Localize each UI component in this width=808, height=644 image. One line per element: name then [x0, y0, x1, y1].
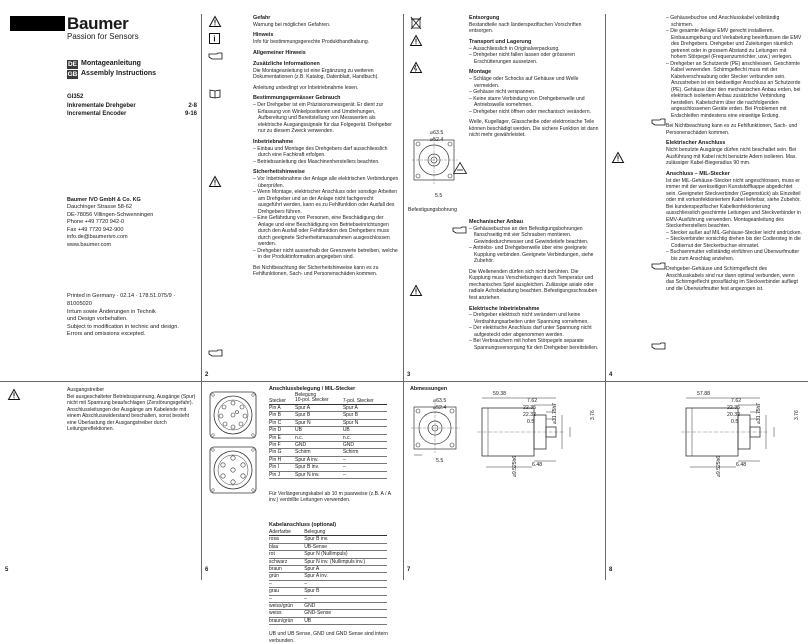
pinout-cell-b: n.c. — [343, 434, 387, 441]
cable-cell-color: schwarz — [269, 558, 304, 565]
brand-logo — [67, 15, 197, 42]
pinout-cell-b: Spur N — [343, 419, 387, 426]
cable-cell-sig: GND-Sense — [304, 610, 387, 617]
cable-table — [269, 529, 387, 625]
montage-item: – Drehgeber nicht öffnen oder mechanisch verändern. — [469, 108, 591, 115]
cable-cell-color: weiss/grün — [269, 602, 304, 609]
address-line: Fax +49 7720 942-900 — [67, 226, 124, 233]
dim-d2-label: ⌀52.4 — [430, 137, 444, 143]
product-block — [67, 93, 197, 118]
page-number-2: 2 — [205, 372, 209, 378]
title-block — [67, 60, 197, 79]
cable-cell-color: braun/grün — [269, 617, 304, 624]
warning-triangle-icon — [209, 176, 221, 187]
mil-text: Ist der MIL-Gehäuse-Stecker nicht angeschlossen, muss er immer mit der werkseitigen Kunststoffkappe abgedichtet sein. Geeigneter Steckverbinder (Gegenstück) als Einzelteil oder mit vorkonfektioniertem Kabel lieferbar, siehe Zubehör. Bei kundenspezifischer Kabelkonfektionierung ausschliesslich geschirmte Leitungen und Steckverbinder in EMV-Ausführung verwenden. Montageanleitung des Steckerherstellers beachten. — [666, 177, 801, 230]
kupplung-note: Die Wellenenden dürfen sich nicht berühren. Die Kupplung muss Verschiebungen durch Temperatur und mechanisches Spiel ausgleichen. Zulässige axiale oder radiale Achsbelastung beachten. Befestigungsschrauben fest anziehen. — [469, 268, 598, 301]
warning-triangle-icon — [612, 152, 624, 163]
cable-cell-sig: GND — [304, 602, 387, 609]
pinout-header-10pol: Belegung 10-pol. Stecker — [295, 393, 343, 405]
sicherheit-item: – Drehgeber nicht ausserhalb der Grenzwerte betreiben, welche in der Produktinformation angegeben sind. — [253, 247, 398, 261]
pointing-hand-icon — [651, 262, 667, 270]
mech-item: – Gehäusebuchse an den Befestigungsbohrungen flanschseitig mit vier Schrauben montieren. Gewindedurchmesser und Gewindetiefe beachten. — [469, 225, 589, 245]
cable-cell-color: blau — [269, 543, 304, 550]
pinout-cell-pin: Pin D — [269, 427, 295, 434]
pinout-cell-b: GND — [343, 441, 387, 448]
cable-cell-sig: Spur B inv. — [304, 536, 387, 543]
pinout-cell-a: Spur B inv. — [295, 464, 343, 471]
brand-name: Baumer — [67, 14, 129, 33]
dim-d1-label: ⌀63.5 — [430, 130, 444, 136]
cable-row — [269, 565, 387, 572]
inbetrieb-item: – Betriebsanleitung des Maschinenherstellers beachten. — [253, 158, 380, 165]
dim-22-35-label: 22.35 — [727, 405, 740, 411]
product-row — [67, 102, 197, 110]
zusatz-text: Die Montageanleitung ist eine Ergänzung zu weiteren Dokumentationen (z.B. Katalog, Datenblatt, Handbuch). — [253, 67, 379, 81]
montage-item: – Schläge oder Schocks auf Gehäuse und Welle vermeiden. — [469, 76, 579, 89]
transport-title: Transport und Lagerung — [469, 38, 532, 45]
pinout-cell-pin: Pin G — [269, 449, 295, 456]
cable-cell-sig: UB-Sense — [304, 543, 387, 550]
dim-3-76-label: 3.76 — [590, 410, 596, 420]
page-number-4: 4 — [609, 372, 613, 378]
cable-row — [269, 551, 387, 558]
bgb-item: – Der Drehgeber ist ein Präzisionsmessgerät. Er dient zur Erfassung von Winkelpositionen und Umdrehungen, Aufbereitung und Bereitstellung von Messwerten als elektrische Ausgangssignale für das Folgegerät. Drehgeber nur zu diesem Zweck verwenden. — [253, 102, 392, 135]
product-row — [67, 110, 197, 118]
sicherheit-item: – Eine Gefährdung von Personen, eine Beschädigung der Anlage und eine Beschädigung von Betriebseinrichtungen durch den Ausfall oder Fehlfunktion des Drehgebers muss durch geeignete Sicherheitsmassnahmen ausgeschlossen werden. — [253, 215, 390, 248]
pinout-row — [269, 449, 387, 456]
page-number-3: 3 — [407, 372, 411, 378]
product-row-pages: 2-8 — [188, 102, 197, 109]
mil-title: Anschluss – MIL-Stecker — [666, 170, 730, 177]
column-divider-3 — [605, 14, 606, 580]
print-note — [67, 293, 197, 339]
pinout-cell-b: – — [343, 471, 387, 478]
sicherheit-item: – Vor Inbetriebnahme der Anlage alle elektrischen Verbindungen überprüfen. — [253, 176, 399, 189]
pointing-hand-icon — [208, 52, 224, 60]
inbetrieb-title: Inbetriebnahme — [253, 138, 294, 145]
cable-cell-sig: Spur B — [304, 588, 387, 595]
warning-triangle-icon — [410, 35, 422, 46]
warning-triangle-icon — [209, 16, 221, 27]
info-icon — [209, 33, 220, 44]
hole-label: Befestigungsbohrung — [408, 207, 458, 213]
cable-cell-color: rosa — [269, 536, 304, 543]
mil-item: – Buchsenmutter vollständig einführen und Überwurfmutter bis zum Anschlag anziehen. — [666, 249, 800, 262]
elek-item: – Drehgeber elektrisch nicht verändern und keine Verdrahtungsarbeiten unter Spannung vornehmen. — [469, 312, 589, 325]
dim-7-62-label: 7.62 — [731, 398, 742, 404]
dim-22-32-label: 22.32 — [523, 412, 536, 418]
esd-warning-icon — [410, 62, 422, 73]
product-row-label: Incremental Encoder — [67, 111, 127, 118]
cable-cell-color: grün — [269, 573, 304, 580]
connector-7pin-drawing — [208, 445, 258, 495]
website-link[interactable]: www.baumer.com — [67, 241, 112, 248]
emv-item: – Drehgeber an Schutzerde (PE) anschliessen. Geschirmte Kabel verwenden. Schirmgeflecht muss mit der Kabelverschraubung oder Stecker verbunden sein. Anzustreben ist ein beidseitiger Anschluss an Schutzerde (PE). Gehäuse über den mechanischen Anbau erden, bei elektrisch isoliertem Anbau zusätzliche Verbindung herstellen. Kabelschirm über die nachfolgenden angeschlossenen Geräte erden. Bei Problemen mit Erdschleifen mindestens eine einseitige Erdung. — [666, 60, 801, 119]
address-line: Dauchinger Strasse 58-62 — [67, 203, 132, 210]
email-link[interactable]: info.de@baumerivo.com — [67, 234, 128, 241]
cable-header-row — [269, 529, 387, 536]
dim-length-label: 57.88 — [697, 391, 710, 397]
cable-row — [269, 536, 387, 543]
print-note-line: und Design vorbehalten. — [67, 316, 128, 323]
dim-7-62-label: 7.62 — [527, 398, 538, 404]
print-note-line: Errors and omissions excepted. — [67, 331, 146, 338]
connector-10pin-drawing — [208, 390, 258, 440]
sicherheit-title: Sicherheitshinweise — [253, 169, 305, 176]
sense-note: UB und UB Sense, GND und GND Sense sind intern verbunden. — [269, 631, 388, 644]
cable-cell-color: – — [269, 595, 304, 602]
cable-cell-color: braun — [269, 565, 304, 572]
dim-22-35-label: 22.35 — [523, 405, 536, 411]
dim-0-5-label: 0.5 — [527, 419, 535, 425]
company-name: Baumer IVO GmbH & Co. KG — [67, 196, 141, 203]
mil-note: Drehgeber-Gehäuse und Schirmgeflecht des Anschlusskabels sind nur dann optimal verbunden, wenn das Schirmgeflecht grossflächig im Steckverbinder aufliegt und die Überwurfmutter fest angezogen ist. — [666, 266, 798, 292]
emv-item: – Die gesamte Anlage EMV gerecht installieren. Einbauumgebung und Verkabelung beeinflussen die EMV des Drehgebers. Drehgeber und Zuleitungen räumlich getrennt oder in grossem Abstand zu Leitungen mit hohem Störpegel (Frequenzumrichter, usw.) verlegen. — [666, 28, 802, 61]
dim-31-75-label: ⌀31.75h7 — [552, 402, 558, 424]
pinout-table — [269, 393, 387, 479]
extension-note: Für Verlängerungskabel ab 10 m paarweise (z.B. A / A inv.) verdrillte Leitungen verwenden. — [269, 490, 391, 504]
elek-title: Elektrische Inbetriebnahme — [469, 305, 540, 312]
gefahr-title: Gefahr — [253, 15, 271, 21]
lesen-text: Anleitung unbedingt vor Inbetriebnahme lesen. — [253, 84, 359, 91]
cable-row — [269, 558, 387, 565]
bgb-title: Bestimmungsgemässer Gebrauch — [253, 95, 341, 102]
warning-triangle-icon — [8, 389, 20, 400]
print-note-line: Irrtum sowie Änderungen in Technik — [67, 308, 156, 315]
column-divider-1 — [201, 14, 202, 580]
cable-cell-sig: – — [304, 580, 387, 587]
cable-row — [269, 543, 387, 550]
welle-note: Welle, Kugellager, Glasscheibe oder elektronische Teile können beschädigt werden. Die sichere Funktion ist dann nicht mehr gewährleistet. — [469, 119, 599, 139]
pinout-title: Anschlussbelegung / MIL-Stecker — [269, 386, 356, 392]
cable-cell-sig: Spur N (Nullimpuls) — [304, 551, 387, 558]
cable-row — [269, 580, 387, 587]
anschluss-title: Elektrischer Anschluss — [666, 140, 726, 147]
pinout-cell-b: – — [343, 456, 387, 463]
dim-a-label: 5.5 — [435, 193, 443, 199]
print-note-line: Subject to modification in technic and design. — [67, 323, 179, 330]
dim-3-76-label: 3.76 — [794, 410, 800, 420]
pinout-cell-a: UB — [295, 427, 343, 434]
pinout-cell-a: Spur B — [295, 412, 343, 419]
montage-item: – Keine starre Verbindung von Drehgeberwelle und Antriebswelle vornehmen. — [469, 95, 585, 109]
emv-note: Bei Nichtbeachtung kann es zu Fehlfunktionen, Sach- und Personenschäden kommen. — [666, 123, 798, 136]
address-block — [67, 197, 197, 250]
page-number-7: 7 — [407, 567, 411, 573]
hinweis-text: Info für bestimmungsgerechte Produkthandhabung. — [253, 39, 370, 46]
pinout-row — [269, 464, 387, 471]
montage-title: Montage — [469, 69, 492, 76]
pointing-hand-icon — [452, 226, 468, 234]
pinout-cell-a: GND — [295, 441, 343, 448]
pinout-header-7pol: 7-pol. Stecker — [343, 393, 387, 405]
lang-code-de: DE — [67, 61, 78, 69]
pinout-cell-pin: Pin C — [269, 419, 295, 426]
cable-row — [269, 588, 387, 595]
inbetrieb-item: – Einbau und Montage des Drehgebers darf ausschliesslich durch eine Fachkraft erfolgen. — [253, 145, 388, 159]
allgemein-title: Allgemeiner Hinweis — [253, 49, 306, 56]
page-4-panel — [666, 15, 802, 370]
pinout-header-stecker: Stecker — [269, 393, 295, 405]
mech-item: – Antriebs- und Drehgeberwelle über eine geeignete Kupplung verbinden. Geeignete Verbindungen, siehe Zubehör. — [469, 245, 594, 265]
page-number-5: 5 — [5, 567, 9, 573]
cable-row — [269, 595, 387, 602]
anschluss-text: Nicht benutzte Ausgänge dürfen nicht beschaltet sein. Bei Ausführung mit Kabel nicht benutzte Adern isolieren. Max. zulässiger Kabel-Biegeradius 90 mm. — [666, 147, 797, 167]
dim-9-525-label: ⌀9.525h6 — [512, 455, 518, 477]
address-line: DE-78056 Villingen-Schwenningen — [67, 211, 154, 218]
pinout-cell-a: Spur A — [295, 404, 343, 411]
dimensions-title: Abmessungen — [410, 386, 448, 392]
print-note-line: Printed in Germany · 02.14 · 178.51.075/9 · 81005020 — [67, 293, 176, 308]
pinout-cell-pin: Pin I — [269, 464, 295, 471]
page-5-panel — [67, 387, 197, 447]
title-gb: Assembly Instructions — [81, 70, 157, 78]
pointing-hand-icon — [651, 118, 667, 126]
pinout-cell-a: n.c. — [295, 434, 343, 441]
pinout-cell-pin: Pin H — [269, 456, 295, 463]
dim-31-75-label: ⌀31.75h7 — [756, 402, 762, 424]
dim-9-525-label: ⌀9.525h6 — [716, 455, 722, 477]
brand-tagline: Passion for Sensors — [67, 32, 139, 41]
dim-0-5-label: 0.5 — [731, 419, 739, 425]
cable-cell-sig: UB — [304, 617, 387, 624]
column-divider-2 — [403, 14, 404, 580]
mech-title: Mechanischer Anbau — [469, 218, 524, 225]
dim-length-label: 59.38 — [493, 391, 506, 397]
cable-row — [269, 610, 387, 617]
pinout-cell-b: Schirm — [343, 449, 387, 456]
dim-d1-label: ⌀63.5 — [433, 398, 447, 404]
pinout-row — [269, 456, 387, 463]
cable-cell-color: grau — [269, 588, 304, 595]
pinout-cell-b: Spur B — [343, 412, 387, 419]
transport-item: – Drehgeber nicht fallen lassen oder grösseren Erschütterungen aussetzen. — [469, 52, 575, 65]
cable-cell-sig: – — [304, 595, 387, 602]
cable-cell-color: – — [269, 580, 304, 587]
pinout-cell-b: UB — [343, 427, 387, 434]
cable-row — [269, 602, 387, 609]
cable-header-color: Aderfarbe — [269, 529, 304, 536]
recycle-bin-icon — [410, 16, 422, 30]
page-6-panel — [269, 386, 401, 644]
haftung-text: Bei Nichtbeachtung der Sicherheitshinweise kann es zu Fehlfunktionen, Sach- und Personenschäden kommen. — [253, 264, 379, 278]
pinout-row — [269, 412, 387, 419]
pinout-cell-a: Spur N inv. — [295, 471, 343, 478]
cable-header-signal: Belegung — [304, 529, 387, 536]
ausgang-title: Ausgangstreiber — [67, 387, 105, 393]
dim-6-48-label: 6.48 — [736, 462, 747, 468]
pinout-row — [269, 441, 387, 448]
cable-cell-sig: Spur A inv. — [304, 573, 387, 580]
elek-item: – Der elektrische Anschluss darf unter Spannung nicht aufgesteckt oder abgenommen werden. — [469, 325, 592, 338]
product-code: GI352 — [67, 94, 84, 101]
logo-bar — [10, 16, 65, 31]
page-number-8: 8 — [609, 567, 613, 573]
emv-item: – Gehäusebuchse und Anschlusskabel vollständig schirmen. — [666, 15, 780, 28]
pointing-hand-icon — [208, 349, 224, 357]
pinout-cell-pin: Pin J — [269, 471, 295, 478]
warning-triangle-icon — [410, 285, 422, 296]
cable-cell-sig: Spur N inv. (Nullimpuls inv.) — [304, 558, 387, 565]
dim-20-32-label: 20.32 — [727, 412, 740, 418]
pinout-cell-a: Spur N — [295, 419, 343, 426]
pinout-row — [269, 404, 387, 411]
cable-title: Kabelanschluss (optional) — [269, 522, 337, 528]
pinout-cell-pin: Pin B — [269, 412, 295, 419]
pinout-cell-pin: Pin E — [269, 434, 295, 441]
cable-cell-sig: Spur A — [304, 565, 387, 572]
lang-code-gb: GB — [67, 71, 78, 79]
montage-item: – Gehäuse nicht verspannen. — [469, 89, 536, 96]
cable-row — [269, 617, 387, 624]
entsorgung-title: Entsorgung — [469, 15, 500, 21]
pinout-row — [269, 427, 387, 434]
dim-d3-label: 5.5 — [436, 458, 444, 464]
pinout-row — [269, 471, 387, 478]
page-3-panel — [469, 15, 601, 370]
pinout-cell-b: Spur A — [343, 404, 387, 411]
pinout-header-row — [269, 393, 387, 405]
mil-item: – Steckverbinder vorsichtig drehen bis der Codiersteg in die Codiernut der Steckerbuchse einrastet. — [666, 236, 801, 249]
transport-item: – Ausschliesslich in Originalverpackung. — [469, 45, 560, 52]
pinout-row — [269, 419, 387, 426]
svg-text:i: i — [213, 34, 216, 44]
pinout-cell-a: Spur A inv. — [295, 456, 343, 463]
address-line: Phone +49 7720 942-0 — [67, 219, 125, 226]
book-icon — [209, 89, 221, 99]
entsorgung-text: Bestandteile nach länderspezifischen Vorschriften entsorgen. — [469, 21, 582, 35]
cable-cell-color: rot — [269, 551, 304, 558]
title-de: Montageanleitung — [81, 60, 141, 68]
dim-6-48-label: 6.48 — [532, 462, 543, 468]
pointing-hand-icon — [651, 342, 667, 350]
pinout-cell-pin: Pin A — [269, 404, 295, 411]
hinweis-title: Hinweis — [253, 32, 274, 39]
elek-item: – Bei Verbrauchern mit hohen Störpegeln separate Spannungsversorgung für den Drehgeber bereitstellen. — [469, 338, 599, 351]
product-row-label: Inkrementale Drehgeber — [67, 102, 136, 109]
mil-item: – Stecker außer auf MIL-Gehäuse-Stecker leicht andrücken. — [666, 229, 802, 236]
sicherheit-item: – Wenn Montage, elektrischer Anschluss oder sonstige Arbeiten am Drehgeber und an der Anlage nicht fachgerecht ausgeführt werden, kann es zu Fehlfunktion oder Ausfall des Drehgebers führen. — [253, 189, 398, 215]
gefahr-text: Warnung bei möglichen Gefahren. — [253, 21, 331, 28]
cable-cell-color: weiss — [269, 610, 304, 617]
product-row-pages: 9-16 — [184, 111, 197, 118]
zusatz-title: Zusätzliche Informationen — [253, 60, 320, 67]
ausgang-text: Bei ausgeschalteter Betriebsspannung, Ausgänge (Spur) nicht mit Spannung beaufschlagen (Zerstörungsgefahr). Anschlussleitungen der Ausgänge am Kabelende mit einem Abschlusswiderstand beschalten, sonst besteht eine Überlastung der Ausgangstreiber durch Leitungsreflektionen. — [67, 393, 196, 433]
cover-panel — [67, 15, 197, 375]
page-number-6: 6 — [205, 567, 209, 573]
page-divider-horizontal — [0, 381, 808, 382]
cable-row — [269, 573, 387, 580]
dim-d2-label: ⌀52.4 — [433, 405, 447, 411]
pinout-cell-pin: Pin F — [269, 441, 295, 448]
page-2-panel — [253, 15, 399, 370]
pinout-cell-a: Schirm — [295, 449, 343, 456]
pinout-row — [269, 434, 387, 441]
pinout-cell-b: – — [343, 464, 387, 471]
